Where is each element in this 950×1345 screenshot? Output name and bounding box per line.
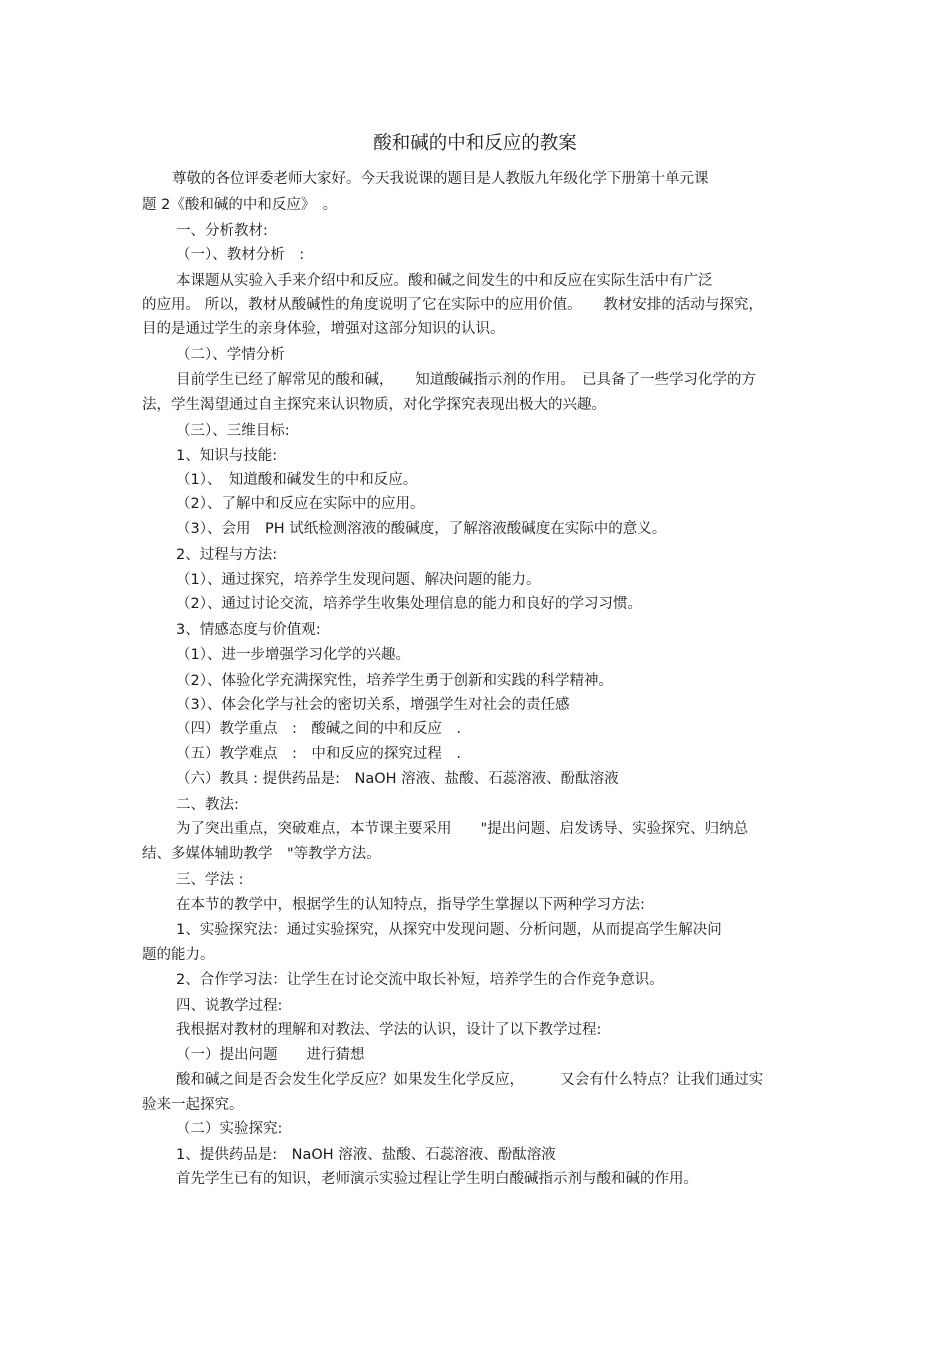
text-line: 本课题从实验入手来介绍中和反应。酸和碱之间发生的中和反应在实际生活中有广泛 (176, 273, 713, 289)
text-line: 1、提供药品是: NaOH 溶液、盐酸、石蕊溶液、酚酞溶液 (176, 1147, 556, 1163)
text-line: （1）、通过探究，培养学生发现问题、解决问题的能力。 (176, 572, 541, 588)
text-line: 尊敬的各位评委老师大家好。今天我说课的题目是人教版九年级化学下册第十单元课 (172, 171, 709, 187)
text-line: 酸和碱之间是否会发生化学反应？如果发生化学反应， 又会有什么特点？让我们通过实 (176, 1072, 764, 1088)
text-line: 题 2《酸和碱的中和反应》 。 (142, 197, 338, 213)
text-line: （二）、学情分析 (176, 347, 285, 363)
text-line: （五）教学难点 : 中和反应的探究过程 . (176, 746, 461, 762)
text-line: 结、多媒体辅助教学 "等教学方法。 (142, 846, 381, 862)
text-line: 目的是通过学生的亲身体验，增强对这部分知识的认识。 (142, 321, 505, 337)
text-line: 2、过程与方法: (176, 547, 278, 563)
text-line: 2、合作学习法：让学生在讨论交流中取长补短，培养学生的合作竞争意识。 (176, 972, 664, 988)
text-line: 1、知识与技能: (176, 448, 278, 464)
document-title: 酸和碱的中和反应的教案 (373, 133, 577, 154)
text-line: （3）、会用 PH 试纸检测溶液的酸碱度，了解溶液酸碱度在实际中的意义。 (176, 521, 667, 537)
text-line: 3、情感态度与价值观: (176, 622, 321, 638)
text-line: 一、分析教材: (176, 223, 268, 239)
text-line: 目前学生已经了解常见的酸和碱， 知道酸碱指示剂的作用。 已具备了一些学习化学的方 (176, 372, 756, 388)
text-line: （2）、通过讨论交流，培养学生收集处理信息的能力和良好的学习习惯。 (176, 596, 642, 612)
text-line: 验来一起探究。 (142, 1097, 244, 1113)
text-line: （1）、 知道酸和碱发生的中和反应。 (176, 472, 418, 488)
text-line: 的应用。 所以，教材从酸碱性的角度说明了它在实际中的应用价值。 教材安排的活动与探究， (142, 297, 763, 313)
text-line: 我根据对教材的理解和对教法、学法的认识，设计了以下教学过程: (176, 1022, 602, 1038)
text-line: 为了突出重点，突破难点，本节课主要采用 "提出问题、启发诱导、实验探究、归纳总 (176, 821, 749, 837)
text-line: （2）、了解中和反应在实际中的应用。 (176, 496, 425, 512)
text-line: （3）、体会化学与社会的密切关系，增强学生对社会的责任感 (176, 697, 570, 713)
text-line: 三、学法 : (176, 872, 244, 888)
text-line: 在本节的教学中，根据学生的认知特点，指导学生掌握以下两种学习方法: (176, 897, 645, 913)
text-line: （一）提出问题 进行猜想 (176, 1047, 365, 1063)
text-line: （2）、体验化学充满探究性，培养学生勇于创新和实践的科学精神。 (176, 673, 613, 689)
text-line: （六）教具 : 提供药品是: NaOH 溶液、盐酸、石蕊溶液、酚酞溶液 (176, 771, 619, 787)
text-line: （一）、教材分析 : (176, 247, 305, 263)
text-line: 1、实验探究法：通过实验探究，从探究中发现问题、分析问题，从而提高学生解决问 (176, 922, 722, 938)
text-line: （三）、三维目标: (176, 423, 290, 439)
text-line: 二、教法: (176, 797, 239, 813)
text-line: 法，学生渴望通过自主探究来认识物质，对化学探究表现出极大的兴趣。 (142, 397, 606, 413)
text-line: （1）、进一步增强学习化学的兴趣。 (176, 647, 410, 663)
text-line: （二）实验探究: (176, 1121, 283, 1137)
text-line: （四）教学重点 : 酸碱之间的中和反应 . (176, 721, 461, 737)
text-line: 题的能力。 (142, 947, 215, 963)
text-line: 四、说教学过程: (176, 998, 283, 1014)
text-line: 首先学生已有的知识，老师演示实验过程让学生明白酸碱指示剂与酸和碱的作用。 (176, 1171, 698, 1187)
